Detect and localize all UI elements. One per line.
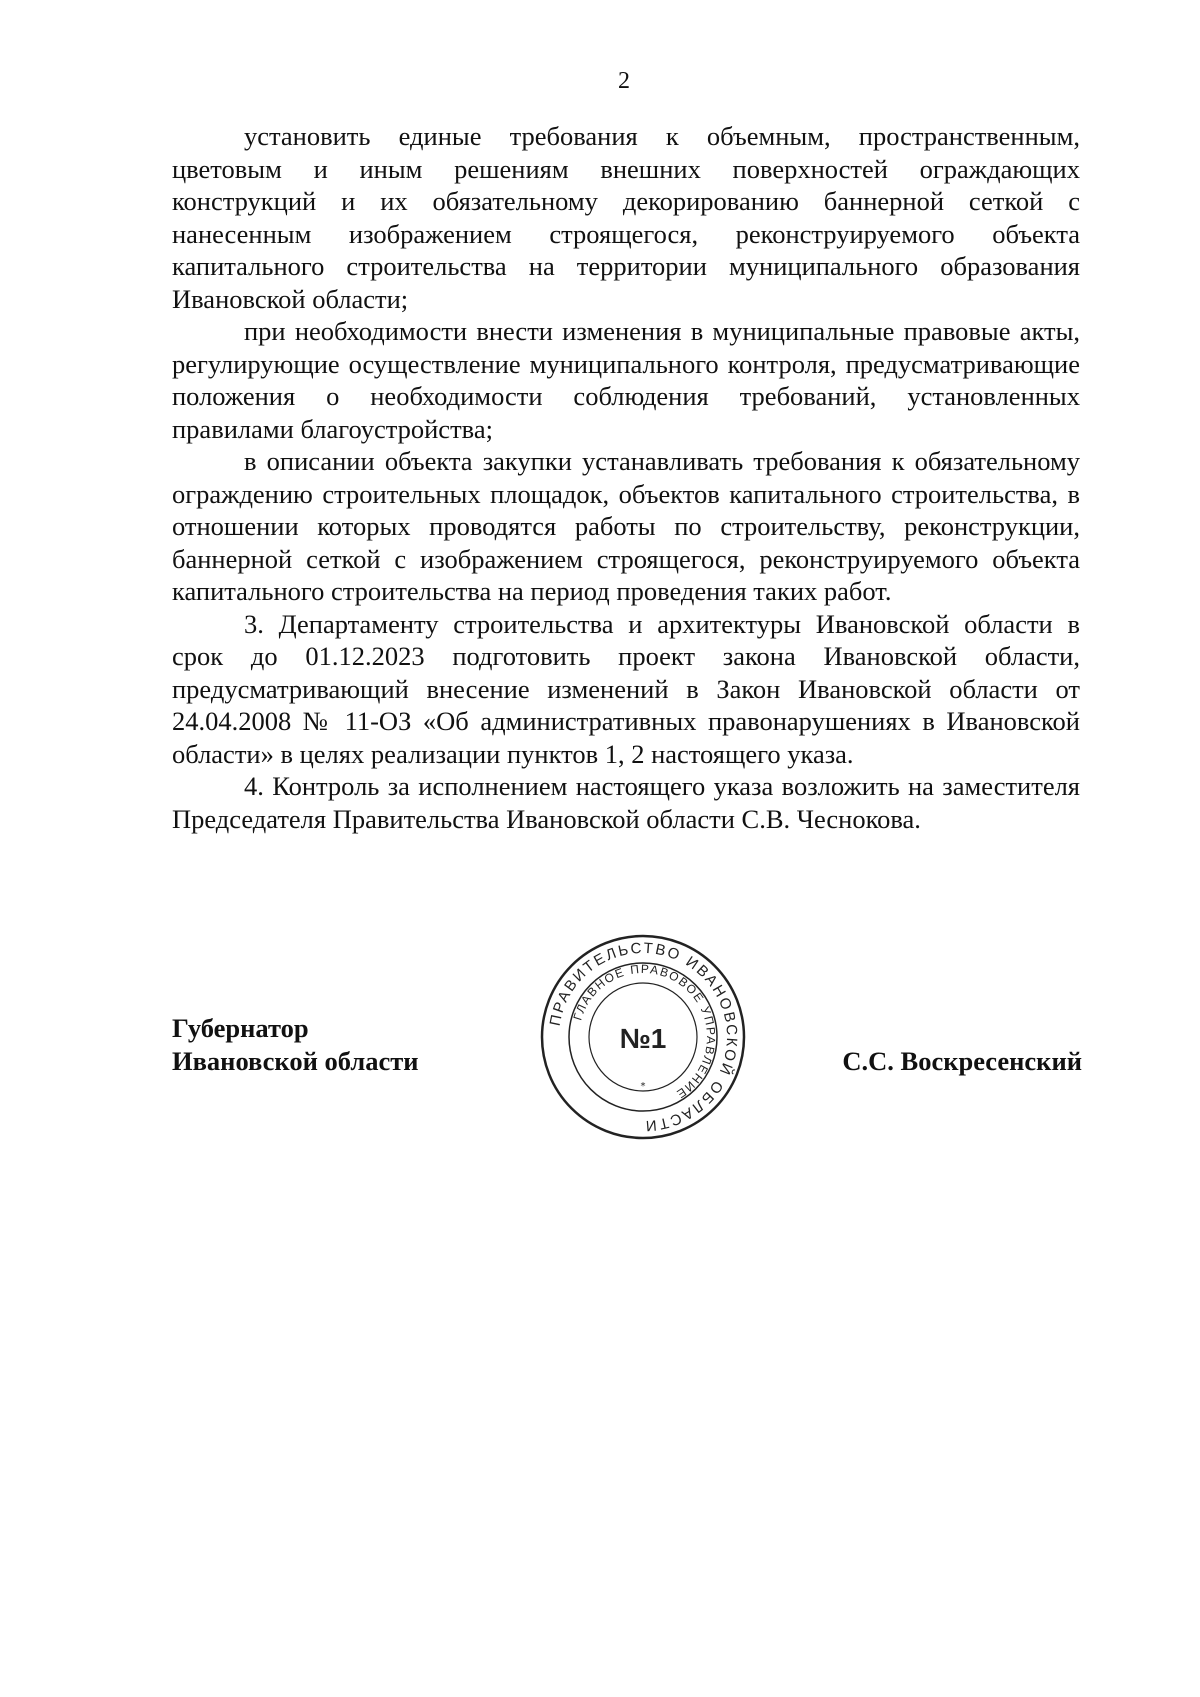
signatory-title bbox=[172, 1012, 419, 1078]
official-stamp bbox=[538, 932, 748, 1142]
paragraph-facade-requirements: установить единые требования к объемным, пространственным, цветовым и иным решениям внешних поверхностей ограждающих конструкций и их обязательному декорированию баннерной сеткой с нанесенным изображением строящегося, реконструируемого объекта капитального строительства на территории муниципального образования Ивановской области; bbox=[172, 121, 1080, 314]
paragraph-procurement: в описании объекта закупки устанавливать требования к обязательному ограждению строительных площадок, объектов капитального строительства, в отношении которых проводятся работы по строительству, реконструкции, баннерной сеткой с изображением строящегося, реконструируемого объекта капитального строительства на период проведения таких работ. bbox=[172, 446, 1080, 606]
signatory-name: С.С. Воскресенский bbox=[842, 1046, 1082, 1076]
stamp-outer-text: ПРАВИТЕЛЬСТВО ИВАНОВСКОЙ ОБЛАСТИ bbox=[546, 939, 741, 1135]
stamp-star-icon: * bbox=[640, 1081, 646, 1092]
paragraph-municipal-acts: при необходимости внести изменения в муниципальные правовые акты, регулирующие осуществление муниципального контроля, предусматривающие положения о необходимости соблюдения требований, установленных правилами благоустройства; bbox=[172, 316, 1080, 444]
stamp-inner-text: ГЛАВНОЕ ПРАВОВОЕ УПРАВЛЕНИЕ bbox=[570, 961, 719, 1102]
paragraph-item-3: 3. Департаменту строительства и архитектуры Ивановской области в срок до 01.12.2023 подготовить проект закона Ивановской области, предусматривающий внесение изменений в Закон Ивановской области от 24.04.2008 № 11-ОЗ «Об административных правонарушениях в Ивановской области» в целях реализации пунктов 1, 2 настоящего указа. bbox=[172, 608, 1080, 769]
paragraph-item-4: 4. Контроль за исполнением настоящего указа возложить на заместителя Председателя Правительства Ивановской области С.В. Чеснокова. bbox=[172, 771, 1080, 834]
signatory-title-line-2: Ивановской области bbox=[172, 1046, 419, 1076]
signatory-title-line-1: Губернатор bbox=[172, 1013, 309, 1043]
document-body bbox=[172, 120, 1080, 835]
stamp-number: №1 bbox=[619, 1023, 667, 1054]
page-number: 2 bbox=[618, 68, 630, 94]
